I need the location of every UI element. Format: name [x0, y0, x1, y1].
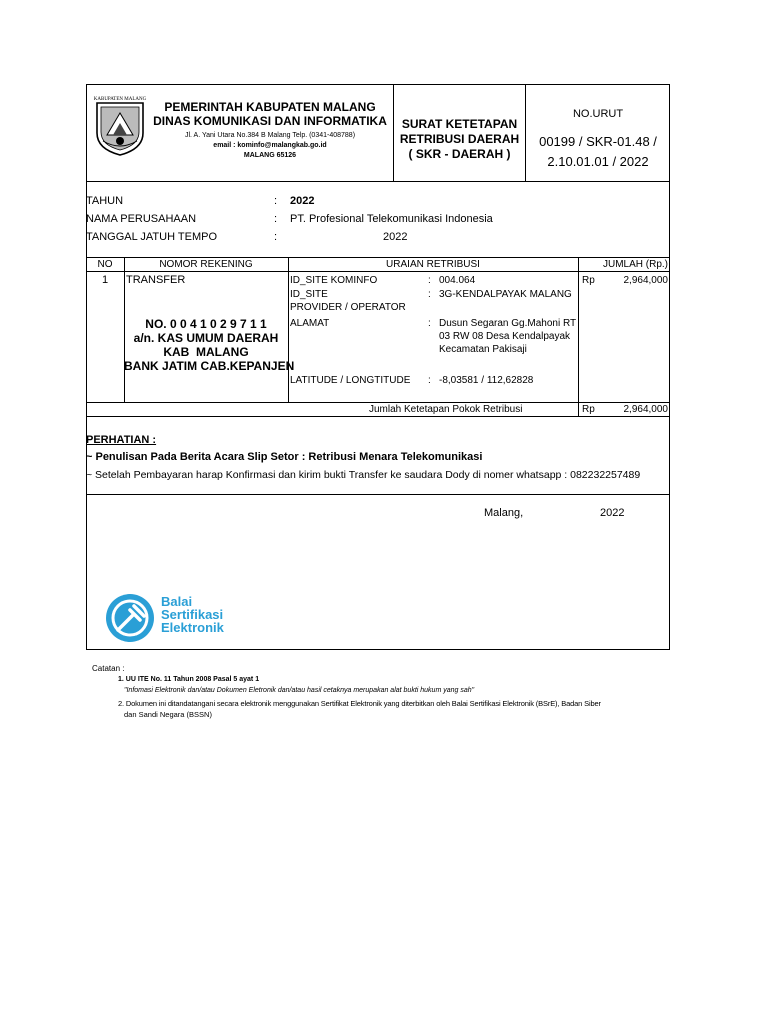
tahun-label: TAHUN: [86, 195, 124, 207]
alamat-line2: 03 RW 08 Desa Kendalpayak: [439, 331, 571, 342]
rekening-bank: BANK JATIM CAB.KEPANJEN: [124, 359, 295, 373]
id-site-value: 3G-KENDALPAYAK MALANG: [439, 289, 572, 300]
total-label: Jumlah Ketetapan Pokok Retribusi: [369, 404, 523, 415]
bse-text-line1: Balai: [161, 594, 193, 609]
org-name-line1: PEMERINTAH KABUPATEN MALANG: [164, 100, 376, 114]
org-name-line2: DINAS KOMUNIKASI DAN INFORMATIKA: [153, 114, 387, 128]
provider-label: PROVIDER / OPERATOR: [290, 302, 406, 313]
header-bottom-line: [86, 181, 670, 182]
alamat-line3: Kecamatan Pakisaji: [439, 344, 527, 355]
notice-line2: ~ Setelah Pembayaran harap Konfirmasi dan kirim bukti Transfer ke saudara Dody di nomer whatsapp : 082232257489: [86, 469, 641, 481]
jatuh-tempo-label: TANGGAL JATUH TEMPO: [86, 231, 217, 243]
doc-title-line2: RETRIBUSI DAERAH: [399, 132, 520, 146]
doc-title-line1: SURAT KETETAPAN: [401, 117, 518, 131]
rekening-owner: a/n. KAS UMUM DAERAH: [133, 331, 279, 345]
alamat-label: ALAMAT: [290, 318, 330, 329]
id-site-colon: :: [428, 289, 431, 300]
col-divider-rekening: [288, 257, 289, 402]
col-header-uraian: URAIAN RETRIBUSI: [386, 259, 480, 270]
col-header-rekening: NOMOR REKENING: [159, 259, 253, 270]
id-site-label: ID_SITE: [290, 289, 328, 300]
col-divider-uraian: [578, 257, 579, 416]
col-header-no: NO: [97, 259, 113, 270]
table-total-bottom-line: [86, 416, 670, 417]
alamat-colon: :: [428, 318, 431, 329]
tahun-colon: :: [274, 195, 278, 207]
id-site-kominfo-value: 004.064: [439, 275, 476, 286]
notice-line1: ~ Penulisan Pada Berita Acara Slip Setor : Retribusi Menara Telekomunikasi: [86, 451, 483, 463]
note1-title: 1. UU ITE No. 11 Tahun 2008 Pasal 5 ayat 1: [118, 676, 260, 683]
amount-currency: Rp: [582, 275, 595, 286]
no-urut-line2: 2.10.01.01 / 2022: [547, 154, 649, 169]
perusahaan-value: PT. Profesional Telekomunikasi Indonesia: [290, 213, 493, 225]
no-urut-label: NO.URUT: [572, 108, 624, 120]
note2-line2: dan Sandi Negara (BSSN): [124, 710, 212, 719]
latlong-label: LATITUDE / LONGTITUDE: [290, 375, 411, 386]
signature-place: Malang,: [484, 507, 524, 519]
row-number: 1: [101, 274, 109, 286]
table-header-line: [86, 271, 670, 272]
note1-quote: "Infomasi Elektronik dan/atau Dokumen Eletronik dan/atau hasil cetaknya merupakan alat bukti hukum yang sah": [124, 687, 475, 694]
note2-line1: 2. Dokumen ini ditandatangani secara elektronik menggunakan Sertifikat Elektronik yang diterbitkan oleh Balai Sertifikasi Elektronik (BSrE), Badan Siber: [118, 699, 601, 708]
latlong-value: -8,03581 / 112,62828: [439, 375, 534, 386]
logo-caption: KABUPATEN MALANG: [93, 97, 147, 102]
catatan-label: Catatan :: [92, 664, 125, 673]
col-header-jumlah: JUMLAH (Rp.): [602, 259, 668, 270]
bse-text-line2: Sertifikasi: [161, 607, 224, 622]
bse-text-line3: Elektronik: [161, 620, 224, 635]
alamat-line1: Dusun Segaran Gg.Mahoni RT: [439, 318, 577, 329]
perusahaan-colon: :: [274, 213, 278, 225]
amount-value: 2,964,000: [623, 275, 668, 286]
signature-year: 2022: [600, 507, 625, 519]
bse-logo-icon: [104, 592, 156, 644]
no-urut-line1: 00199 / SKR-01.48 /: [539, 134, 657, 149]
tahun-value: 2022: [290, 195, 315, 207]
rekening-kab: KAB MALANG: [163, 345, 249, 359]
jatuh-tempo-value: 2022: [383, 231, 408, 243]
id-site-kominfo-label: ID_SITE KOMINFO: [290, 275, 378, 286]
notice-title: PERHATIAN :: [86, 434, 157, 446]
org-email: email : kominfo@malangkab.go.id: [213, 142, 327, 149]
jatuh-tempo-colon: :: [274, 231, 278, 243]
table-top-line: [86, 257, 670, 258]
org-city: MALANG 65126: [243, 152, 297, 159]
total-amount: 2,964,000: [623, 404, 668, 415]
kabupaten-malang-logo: [93, 95, 147, 157]
perusahaan-label: NAMA PERUSAHAAN: [86, 213, 197, 225]
transfer-label: TRANSFER: [126, 274, 186, 286]
rekening-number: NO. 0 0 4 1 0 2 9 7 1 1: [145, 317, 267, 331]
id-site-kominfo-colon: :: [428, 275, 431, 286]
table-body-bottom-line: [86, 402, 670, 403]
org-address-line1: Jl. A. Yani Utara No.384 B Malang Telp. (0341-408788): [184, 132, 356, 139]
notice-bottom-line: [86, 494, 670, 495]
doc-title-line3: ( SKR - DAERAH ): [408, 147, 511, 161]
latlong-colon: :: [428, 375, 431, 386]
total-currency: Rp: [582, 404, 595, 415]
